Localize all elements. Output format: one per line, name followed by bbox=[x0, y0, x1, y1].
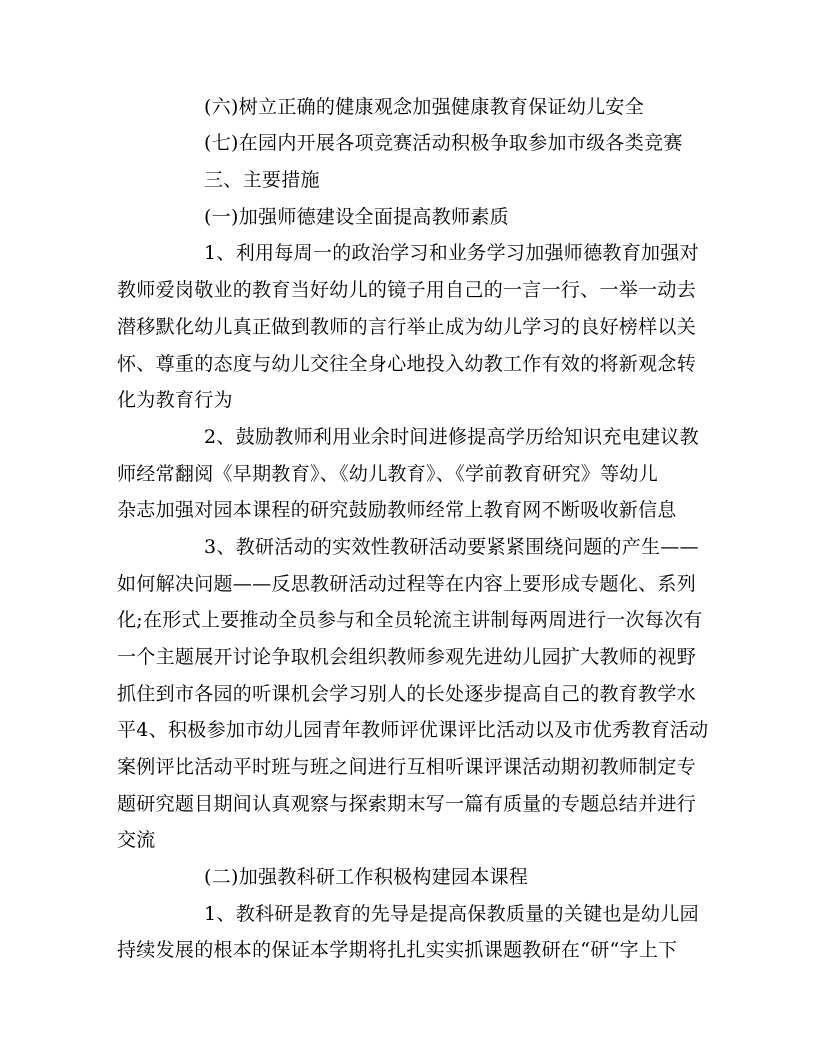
paragraph-line: 3、教研活动的实效性教研活动要紧紧围绕问题的产生—— bbox=[204, 536, 699, 558]
subheading-two: (二)加强教科研工作积极构建园本课程 bbox=[204, 866, 529, 888]
paragraph-line: 化;在形式上要推动全员参与和全员轮流主讲制每两周进行一次每次有 bbox=[117, 609, 703, 631]
paragraph-line: 怀、尊重的态度与幼儿交往全身心地投入幼教工作有效的将新观念转 bbox=[117, 353, 697, 375]
section-heading-measures: 三、主要措施 bbox=[204, 169, 320, 191]
paragraph-line: 平4、积极参加市幼儿园青年教师评优课评比活动以及市优秀教育活动 bbox=[117, 719, 709, 741]
paragraph-line: 潜移默化幼儿真正做到教师的言行举止成为幼儿学习的良好榜样以关 bbox=[117, 316, 697, 338]
paragraph-line: 抓住到市各园的听课机会学习别人的长处逐步提高自己的教育教学水 bbox=[117, 683, 697, 705]
heading-item-six: (六)树立正确的健康观念加强健康教育保证幼儿安全 bbox=[204, 96, 645, 118]
heading-item-seven: (七)在园内开展各项竞赛活动积极争取参加市级各类竞赛 bbox=[204, 132, 683, 154]
paragraph-line: 案例评比活动平时班与班之间进行互相听课评课活动期初教师制定专 bbox=[117, 756, 697, 778]
paragraph-line: 题研究题目期间认真观察与探索期末写一篇有质量的专题总结并进行 bbox=[117, 793, 697, 815]
paragraph-line: 如何解决问题——反思教研活动过程等在内容上要形成专题化、系列 bbox=[117, 573, 697, 595]
paragraph-line: 1、利用每周一的政治学习和业务学习加强师德教育加强对 bbox=[204, 242, 699, 264]
paragraph-line: 化为教育行为 bbox=[117, 389, 233, 411]
subheading-one: (一)加强师德建设全面提高教师素质 bbox=[204, 206, 509, 228]
paragraph-line: 1、教科研是教育的先导是提高保教质量的关键也是幼儿园 bbox=[204, 903, 699, 925]
paragraph-line: 杂志加强对园本课程的研究鼓励教师经常上教育网不断吸收新信息 bbox=[117, 499, 677, 521]
paragraph-line: 持续发展的根本的保证本学期将扎扎实实抓课题教研在“研“字上下 bbox=[117, 939, 678, 961]
paragraph-line: 交流 bbox=[117, 829, 156, 851]
paragraph-line: 一个主题展开讨论争取机会组织教师参观先进幼儿园扩大教师的视野 bbox=[117, 646, 697, 668]
paragraph-line: 教师爱岗敬业的教育当好幼儿的镜子用自己的一言一行、一举一动去 bbox=[117, 279, 697, 301]
paragraph-line: 2、鼓励教师利用业余时间进修提高学历给知识充电建议教 bbox=[204, 426, 699, 448]
paragraph-line: 师经常翻阅《早期教育》、《幼儿教育》、《学前教育研究》等幼儿 bbox=[117, 463, 659, 485]
